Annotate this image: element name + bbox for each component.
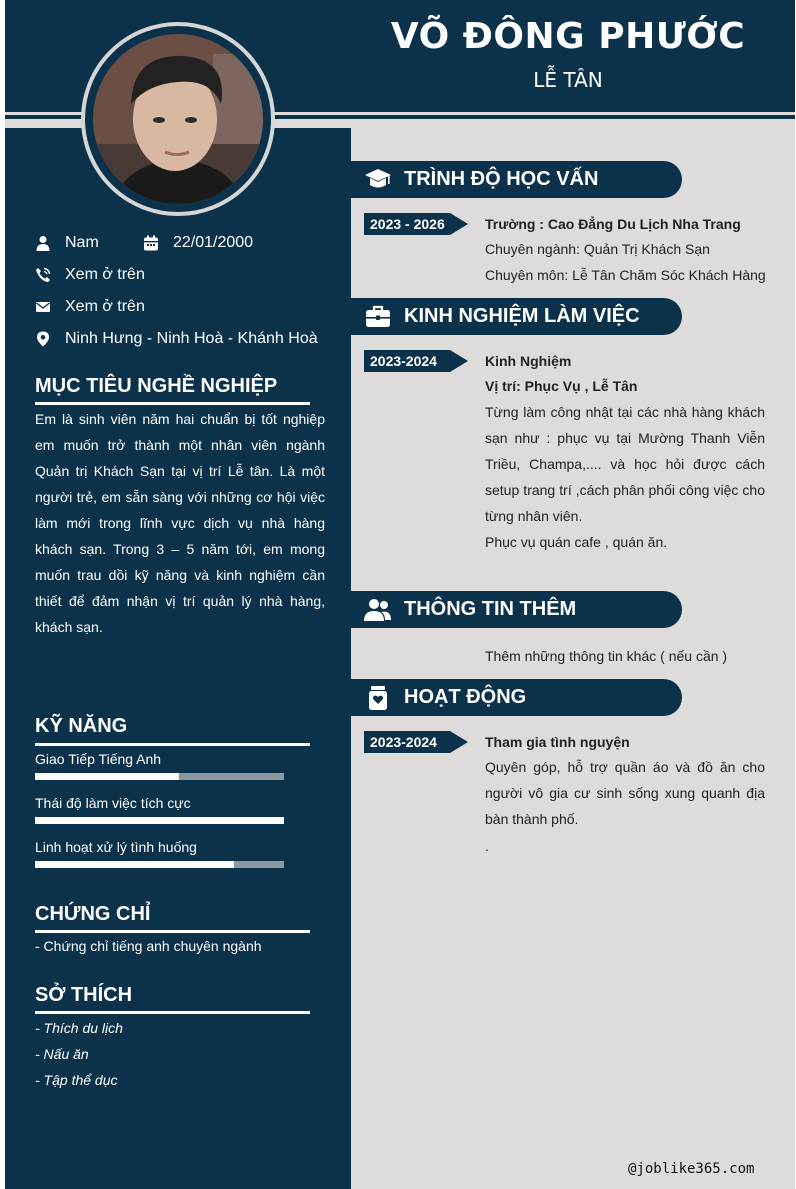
phone-text: Xem ở trên [65, 266, 145, 283]
education-specialty: Chuyên môn: Lễ Tân Chăm Sóc Khách Hàng [485, 267, 766, 283]
activities-description: Quyên góp, hỗ trợ quần áo và đồ ăn cho người vô gia cư sinh sống xung quanh địa bàn thành phố. [485, 759, 765, 827]
contact-birthday [143, 234, 253, 252]
activities-heading: Tham gia tình nguyện [485, 734, 630, 750]
certificate-item: - Chứng chỉ tiếng anh chuyên ngành [35, 938, 262, 954]
education-date: 2023 - 2026 [370, 216, 445, 232]
contact-address [35, 330, 318, 348]
footer-watermark: @joblike365.com [628, 1161, 755, 1177]
briefcase-icon [363, 302, 393, 332]
hobbies-rule [35, 1011, 310, 1014]
activities-extra: . [485, 838, 489, 854]
activities-title: HOẠT ĐỘNG [404, 686, 527, 708]
hobbies-title: SỞ THÍCH [35, 984, 133, 1006]
skill-bar [35, 817, 284, 824]
email-text: Xem ở trên [65, 298, 145, 315]
skill-label: Thái độ làm việc tích cực [35, 795, 191, 811]
education-header [351, 161, 682, 198]
contact-email [35, 298, 145, 316]
activities-date-tag [364, 731, 468, 753]
person-icon [35, 235, 51, 251]
address-text: Ninh Hưng - Ninh Hoà - Khánh Hoà [65, 330, 318, 347]
map-pin-icon [35, 331, 51, 347]
birthday-text: 22/01/2000 [173, 234, 254, 251]
additional-title: THÔNG TIN THÊM [404, 598, 577, 620]
activities-header [351, 679, 682, 716]
experience-description: Từng làm công nhật tại các nhà hàng khách sạn như : phục vụ tại Mường Thanh Viễn Triều, Champa,.... và học hỏi được cách setup trang trí ,cách phân phối công việc cho từng nhân viên. [485, 404, 765, 524]
education-date-tag [364, 213, 468, 235]
skill-fill [35, 861, 234, 868]
envelope-icon [35, 299, 51, 315]
avatar-ring [81, 22, 275, 216]
hobby-item: - Nấu ăn [35, 1046, 89, 1062]
hobby-item: - Thích du lịch [35, 1020, 123, 1036]
skill-label: Giao Tiếp Tiếng Anh [35, 751, 162, 767]
contact-phone [35, 266, 145, 284]
experience-date-tag [364, 350, 468, 372]
gender-text: Nam [65, 234, 99, 251]
donation-jar-icon [363, 683, 393, 713]
experience-extra: Phục vụ quán cafe , quán ăn. [485, 534, 668, 550]
avatar [93, 34, 263, 204]
users-icon [363, 595, 393, 625]
certificates-title: CHỨNG CHỈ [35, 903, 151, 925]
candidate-role: LỄ TÂN [533, 68, 603, 92]
skill-fill [35, 817, 284, 824]
resume-page [5, 0, 795, 1189]
education-school: Trường : Cao Đẳng Du Lịch Nha Trang [485, 216, 741, 232]
activities-date: 2023-2024 [370, 734, 437, 750]
objective-rule [35, 402, 310, 405]
experience-header [351, 298, 682, 335]
hobby-item: - Tập thể dục [35, 1072, 118, 1088]
candidate-name: VÕ ĐÔNG PHƯỚC [390, 16, 746, 57]
experience-position: Vị trí: Phục Vụ , Lễ Tân [485, 378, 638, 394]
calendar-icon [143, 235, 159, 251]
skill-bar [35, 861, 284, 868]
skills-title: KỸ NĂNG [35, 715, 128, 737]
additional-text: Thêm những thông tin khác ( nếu cần ) [485, 648, 728, 664]
additional-header [351, 591, 682, 628]
education-title: TRÌNH ĐỘ HỌC VẤN [404, 168, 599, 190]
objective-text: Em là sinh viên năm hai chuẩn bị tốt nghiệp em muốn trở thành một nhân viên ngành Quản trị Khách Sạn tại vị trí Lễ tân. Là một người trẻ, em sẵn sàng với những cơ hội việc làm mới trong lĩnh vực dịch vụ nhà hàng khách sạn. Trong 3 – 5 năm tới, em mong muốn trau dồi kỹ năng và kinh nghiệm cần thiết để đảm nhận vị trí quản lý nhà hàng, khách sạn. [35, 411, 325, 635]
objective-title: MỤC TIÊU NGHỀ NGHIỆP [35, 375, 278, 397]
education-major: Chuyên ngành: Quản Trị Khách Sạn [485, 241, 710, 257]
experience-date: 2023-2024 [370, 353, 437, 369]
certificates-rule [35, 930, 310, 933]
experience-title: KINH NGHIỆM LÀM VIỆC [404, 305, 640, 327]
experience-heading: Kinh Nghiệm [485, 353, 572, 369]
skill-label: Linh hoạt xử lý tình huống [35, 839, 197, 855]
phone-icon [35, 267, 51, 283]
skill-fill [35, 773, 179, 780]
skill-bar [35, 773, 284, 780]
graduation-cap-icon [363, 165, 393, 195]
skills-rule [35, 743, 310, 746]
contact-gender [35, 234, 99, 252]
